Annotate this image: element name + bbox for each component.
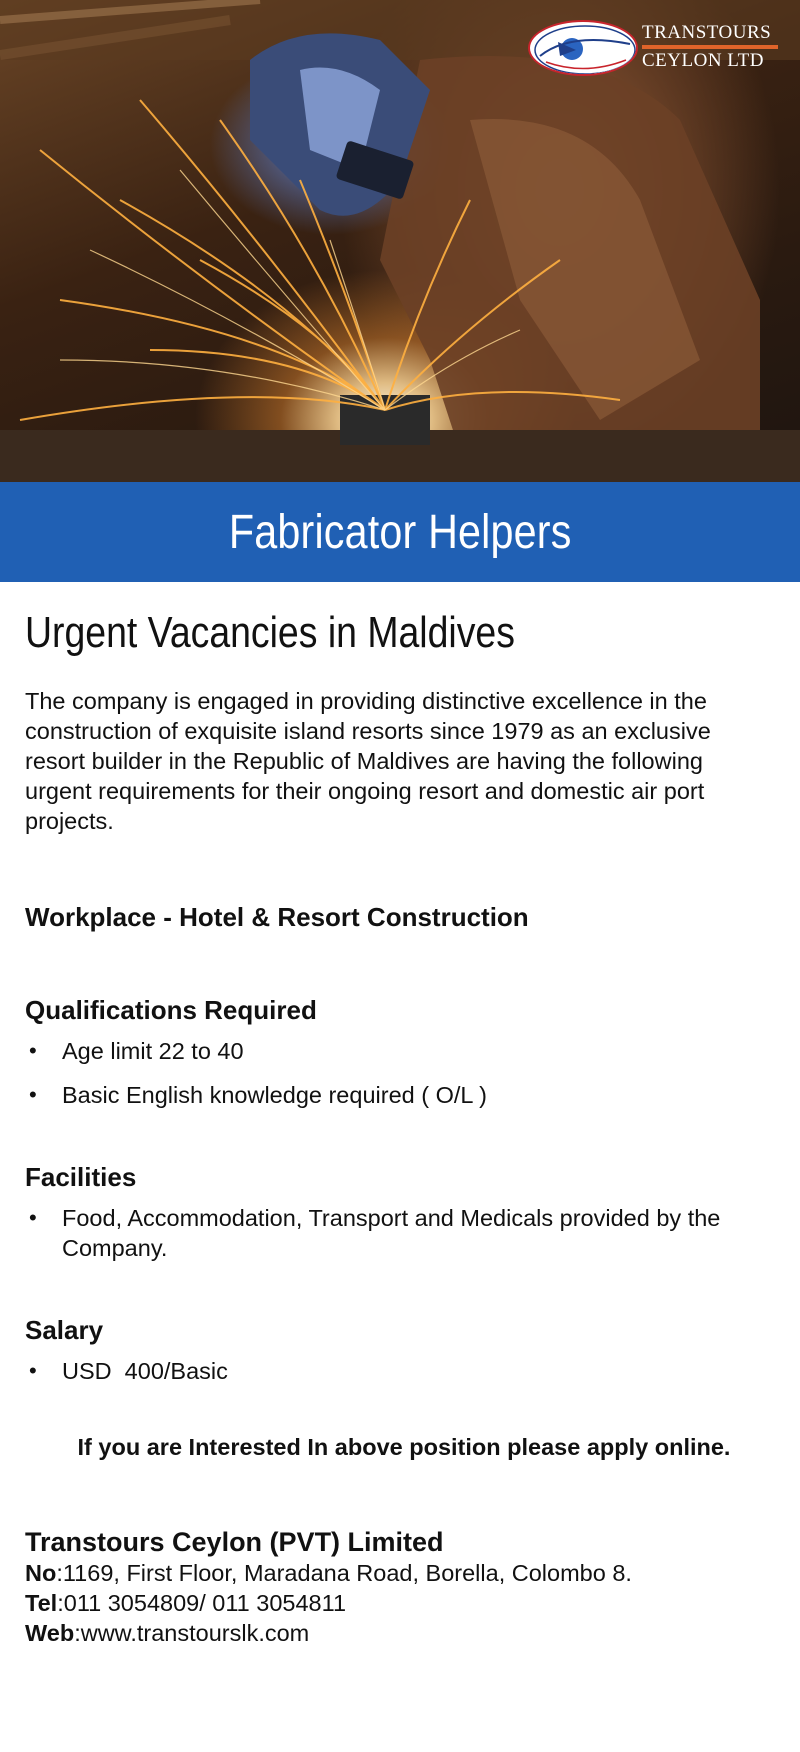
list-item-text: Basic English knowledge required ( O/L ) <box>62 1082 487 1108</box>
web-line <box>25 1618 775 1648</box>
main-content <box>0 608 800 1648</box>
logo-accent-bar <box>642 45 778 49</box>
facilities-title: Facilities <box>25 1162 137 1192</box>
tel-line <box>25 1588 775 1618</box>
tel-label: Tel <box>25 1590 58 1616</box>
list-item <box>25 1203 775 1263</box>
bullet-icon: • <box>29 1205 37 1230</box>
list-item-text: Age limit 22 to 40 <box>62 1038 244 1064</box>
bullet-icon: • <box>29 1038 37 1063</box>
apply-notice: If you are Interested In above position please apply online. <box>77 1434 731 1460</box>
job-title: Fabricator Helpers <box>228 505 572 559</box>
list-item <box>25 1036 775 1066</box>
salary-title: Salary <box>25 1315 104 1345</box>
hero-image <box>0 0 800 482</box>
list-item-text: USD 400/Basic <box>62 1358 228 1384</box>
bullet-icon: • <box>29 1082 37 1107</box>
list-item <box>25 1080 775 1110</box>
logo-name-line1: TRANSTOURS <box>642 22 772 43</box>
list-item <box>25 1356 775 1386</box>
intro-paragraph: The company is engaged in providing distinctive excellence in the construction of exquisite island resorts since 1979 as an exclusive resort builder in the Republic of Maldives are having the following urgent requirements for their ongoing resort and domestic air port projects. <box>25 688 711 834</box>
address-label: No <box>25 1560 57 1586</box>
address-value: :1169, First Floor, Maradana Road, Borella, Colombo 8. <box>56 1560 632 1586</box>
web-value: :www.transtourslk.com <box>74 1620 310 1646</box>
globe-emblem-icon <box>528 20 638 76</box>
subtitle: Urgent Vacancies in Maldives <box>25 608 515 657</box>
list-item-text: Food, Accommodation, Transport and Medicals provided by the Company. <box>62 1205 721 1261</box>
qualifications-title: Qualifications Required <box>25 995 317 1025</box>
tel-value: :011 3054809/ 011 3054811 <box>57 1590 347 1616</box>
qualifications-list <box>25 1036 775 1110</box>
company-logo <box>528 18 788 80</box>
company-name: Transtours Ceylon (PVT) Limited <box>25 1527 444 1557</box>
workplace-heading: Workplace - Hotel & Resort Construction <box>25 902 529 932</box>
salary-list <box>25 1356 775 1386</box>
title-banner <box>0 482 800 582</box>
logo-name-line2: CEYLON LTD <box>642 50 764 71</box>
address-line <box>25 1558 775 1588</box>
bullet-icon: • <box>29 1358 37 1383</box>
web-label: Web <box>25 1620 75 1646</box>
facilities-list <box>25 1203 775 1263</box>
